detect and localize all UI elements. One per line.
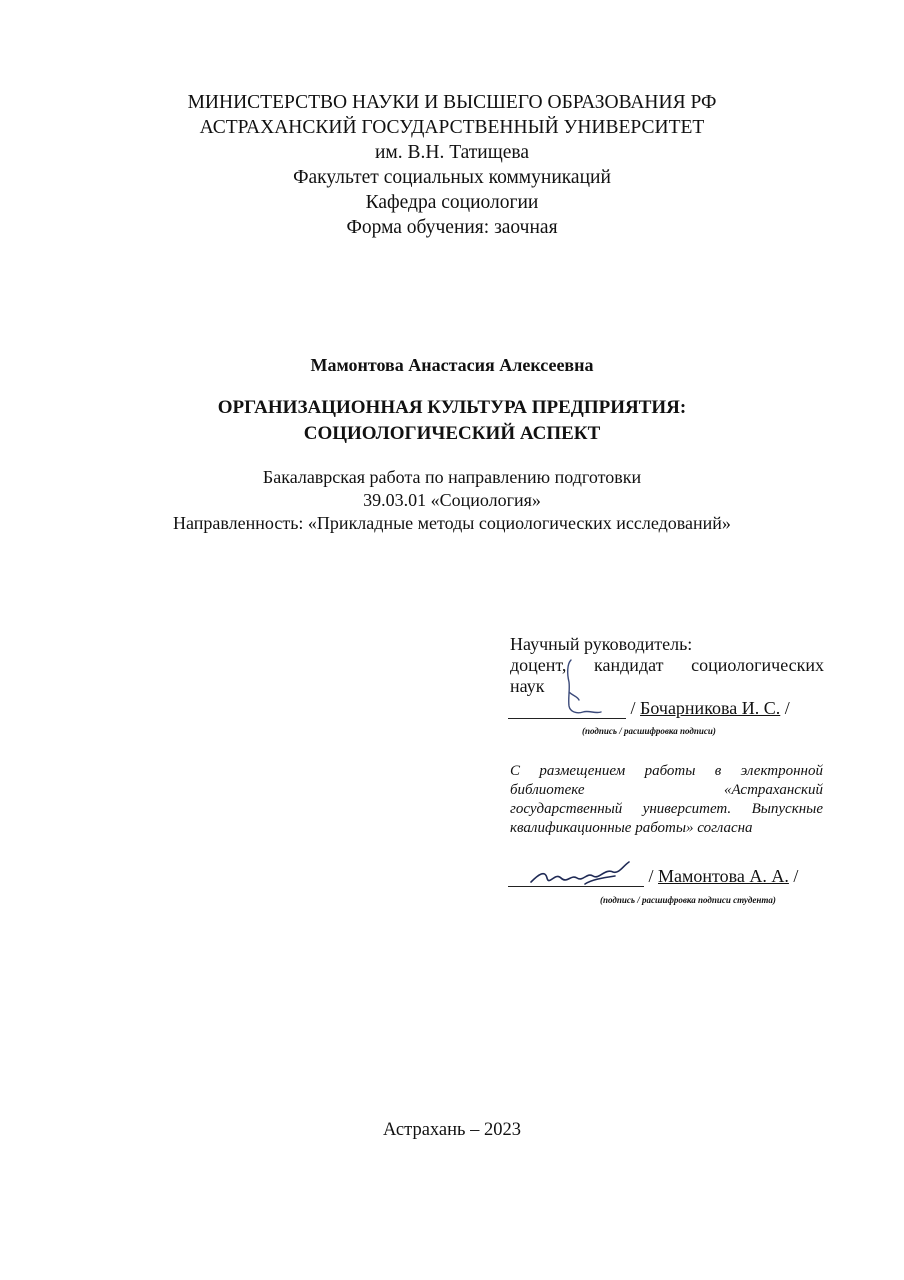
supervisor-signature-line <box>508 700 626 719</box>
author-name: Мамонтова Анастасия Алексеевна <box>310 355 594 375</box>
specialization-line: Направленность: «Прикладные методы социологических исследований» <box>173 513 731 533</box>
consent-line-1: С размещением работы в электронной <box>510 763 823 779</box>
student-closing-slash: / <box>793 866 799 886</box>
university-name-line: им. В.Н. Татищева <box>374 142 530 163</box>
program-code-line: 39.03.01 «Социология» <box>363 490 541 510</box>
department-line: Кафедра социологии <box>365 192 539 213</box>
ministry-line: МИНИСТЕРСТВО НАУКИ И ВЫСШЕГО ОБРАЗОВАНИЯ РФ <box>187 92 717 113</box>
thesis-title <box>0 395 904 447</box>
thesis-title-line-2: СОЦИОЛОГИЧЕСКИЙ АСПЕКТ <box>303 423 601 444</box>
student-signature-separator: / <box>648 866 654 886</box>
work-type-line: Бакалаврская работа по направлению подготовки <box>262 467 642 487</box>
supervisor-signature-separator: / <box>630 698 636 718</box>
consent-line-4: квалификационные работы» согласна <box>510 820 753 836</box>
supervisor-signature-caption: (подпись / расшифровка подписи) <box>582 726 716 736</box>
work-description <box>0 466 904 535</box>
supervisor-position-line-2: наук <box>510 676 545 696</box>
consent-statement <box>510 762 823 838</box>
faculty-line: Факультет социальных коммуникаций <box>293 167 611 188</box>
study-form-line: Форма обучения: заочная <box>346 217 558 238</box>
supervisor-heading: Научный руководитель: <box>510 634 693 654</box>
supervisor-position-line-1: доцент, кандидат социологических <box>510 655 824 675</box>
consent-line-3: государственный университет. Выпускные <box>510 801 823 817</box>
institution-header <box>0 90 904 240</box>
supervisor-signature-row <box>508 698 838 719</box>
student-name: Мамонтова А. А. <box>658 866 789 886</box>
consent-line-2: библиотеке «Астраханский <box>510 782 823 798</box>
student-signature-line <box>508 868 644 887</box>
thesis-title-line-1: ОРГАНИЗАЦИОННАЯ КУЛЬТУРА ПРЕДПРИЯТИЯ: <box>217 397 687 418</box>
university-line: АСТРАХАНСКИЙ ГОСУДАРСТВЕННЫЙ УНИВЕРСИТЕТ <box>199 117 705 138</box>
city-year: Астрахань – 2023 <box>383 1120 521 1140</box>
supervisor-block <box>510 634 824 697</box>
student-signature-caption: (подпись / расшифровка подписи студента) <box>600 895 776 905</box>
student-signature-row <box>508 866 838 887</box>
supervisor-name: Бочарникова И. С. <box>640 698 781 718</box>
supervisor-closing-slash: / <box>784 698 790 718</box>
